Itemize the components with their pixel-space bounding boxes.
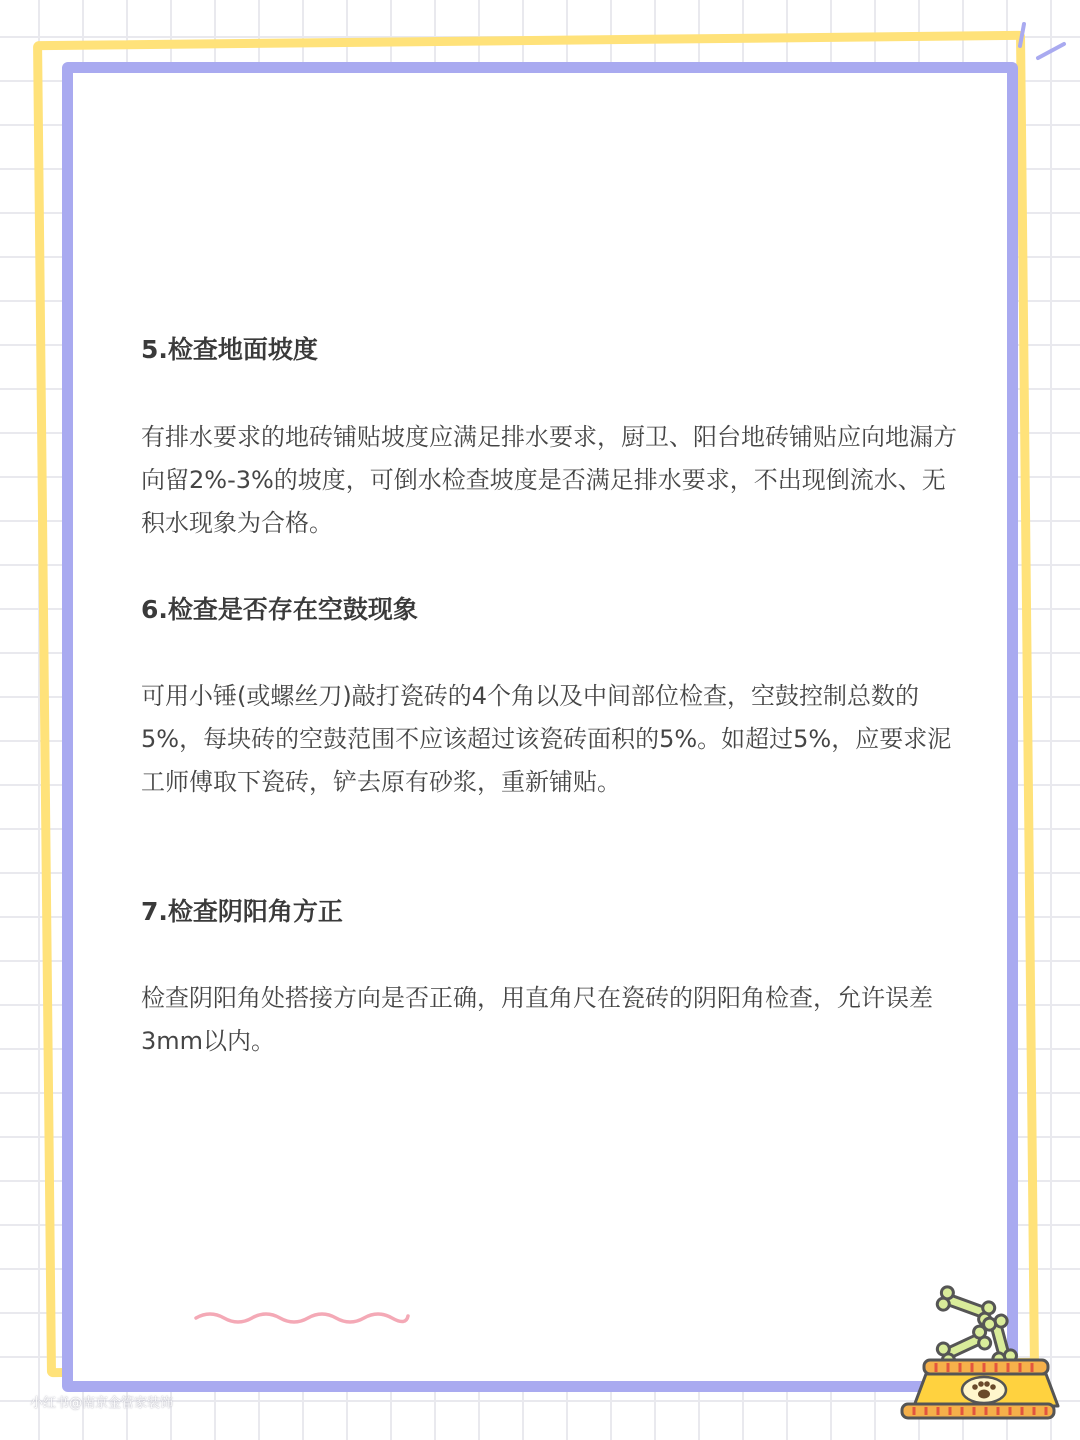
- section-heading: 7.检查阴阳角方正: [141, 897, 343, 926]
- sparkle-lines-icon: [1008, 18, 1068, 78]
- dog-bowl-icon: [896, 1284, 1060, 1424]
- section-body: 检查阴阳角处搭接方向是否正确，用直角尺在瓷砖的阴阳角检查，允许误差3mm以内。: [141, 984, 933, 1055]
- wavy-underline-decoration: [192, 1306, 412, 1330]
- section-heading: 6.检查是否存在空鼓现象: [141, 595, 418, 624]
- watermark: 小红书@南京金管家装饰: [30, 1396, 174, 1411]
- section-body: 有排水要求的地砖铺贴坡度应满足排水要求，厨卫、阳台地砖铺贴应向地漏方向留2%-3%的坡度，可倒水检查坡度是否满足排水要求，不出现倒流水、无积水现象为合格。: [141, 423, 957, 537]
- paw-icon: [962, 1377, 1006, 1403]
- bone-icon: [935, 1285, 1017, 1368]
- section-body: 可用小锤(或螺丝刀)敲打瓷砖的4个角以及中间部位检查，空鼓控制总数的5%，每块砖的空鼓范围不应该超过该瓷砖面积的5%。如超过5%，应要求泥工师傅取下瓷砖，铲去原有砂浆，重新铺贴。: [141, 682, 952, 796]
- section-heading: 5.检查地面坡度: [141, 335, 318, 364]
